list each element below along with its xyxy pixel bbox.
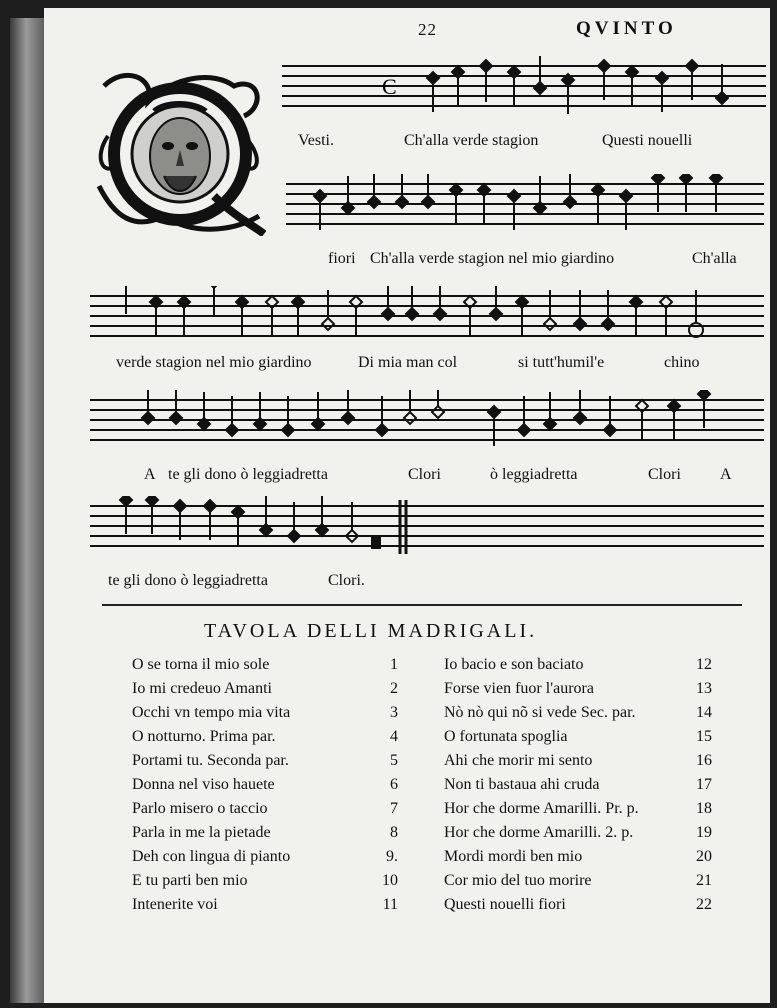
staff-4-notation: [90, 390, 764, 450]
music-staff-1: [282, 56, 766, 116]
toc-entry-title: Forse vien fuor l'aurora: [444, 680, 594, 697]
page-number: 22: [418, 20, 437, 39]
toc-entry-title: Non ti bastaua ahi cruda: [444, 776, 600, 793]
book-binding: [10, 18, 46, 1003]
table-of-contents-title: TAVOLA DELLI MADRIGALI.: [204, 620, 538, 642]
svg-text:C: C: [382, 74, 397, 99]
staff-3-notation: [90, 286, 764, 346]
toc-entry-number: 12: [696, 656, 712, 673]
toc-entry-title: Donna nel viso hauete: [132, 776, 275, 793]
toc-entry-number: 18: [696, 800, 712, 817]
toc-entry-number: 11: [382, 896, 398, 913]
staff-2-notation: [286, 174, 764, 234]
toc-entry-number: 21: [696, 872, 712, 889]
toc-entry-number: 22: [696, 896, 712, 913]
toc-entry-number: 16: [696, 752, 712, 769]
toc-entry-number: 7: [390, 800, 398, 817]
lyric-line: Ch'alla verde stagion nel mio giardino: [370, 250, 615, 267]
toc-entry-number: 10: [382, 872, 398, 889]
lyric-line: si tutt'humil'e: [518, 354, 605, 371]
lyric-line: chino: [664, 354, 700, 371]
toc-entry-number: 5: [390, 752, 398, 769]
lyric-line: Di mia man col: [358, 354, 458, 371]
toc-entry-title: O fortunata spoglia: [444, 728, 568, 745]
lyric-line: Clori: [408, 466, 441, 483]
toc-entry-title: Parlo misero o taccio: [132, 800, 268, 817]
toc-entry-title: Parla in me la pietade: [132, 824, 271, 841]
lyric-line: fiori: [328, 250, 356, 267]
toc-entry-title: Nò nò qui nõ si vede Sec. par.: [444, 704, 636, 721]
toc-entry-number: 19: [696, 824, 712, 841]
lyric-line: Ch'alla verde stagion: [404, 132, 539, 149]
toc-entry-number: 6: [390, 776, 398, 793]
music-staff-5: [90, 496, 764, 556]
music-staff-3: [90, 286, 764, 346]
toc-entry-title: Deh con lingua di pianto: [132, 848, 291, 865]
toc-entry-title: O notturno. Prima par.: [132, 728, 276, 745]
lyric-line: Ch'alla: [692, 250, 737, 267]
toc-entry-title: O se torna il mio sole: [132, 656, 270, 673]
toc-entry-title: Ahi che morir mi sento: [444, 752, 593, 769]
staff-1-notation: [282, 56, 766, 116]
toc-entry-number: 15: [696, 728, 712, 745]
toc-entry-title: Hor che dorme Amarilli. 2. p.: [444, 824, 634, 841]
lyric-line: Vesti.: [298, 132, 334, 149]
toc-entry-number: 2: [390, 680, 398, 697]
toc-entry-number: 9.: [386, 848, 398, 865]
toc-entry-number: 13: [696, 680, 712, 697]
lyric-line: A: [720, 466, 732, 483]
toc-entry-number: 14: [696, 704, 712, 721]
toc-entry-number: 1: [390, 656, 398, 673]
part-name: QVINTO: [576, 18, 677, 39]
toc-entry-number: 17: [696, 776, 712, 793]
toc-entry-title: Intenerite voi: [132, 896, 218, 913]
section-divider: [102, 604, 742, 606]
book-page: [44, 8, 770, 1003]
toc-entry-title: E tu parti ben mio: [132, 872, 248, 889]
toc-entry-number: 3: [390, 704, 398, 721]
lyric-line: te gli dono ò leggiadretta: [108, 572, 268, 589]
toc-entry-title: Io mi credeuo Amanti: [132, 680, 272, 697]
toc-entry-title: Questi nouelli fiori: [444, 896, 566, 913]
toc-entry-title: Portami tu. Seconda par.: [132, 752, 289, 769]
toc-entry-title: Hor che dorme Amarilli. Pr. p.: [444, 800, 639, 817]
decorated-initial: [94, 66, 266, 236]
toc-entry-title: Cor mio del tuo morire: [444, 872, 592, 889]
lyric-line: te gli dono ò leggiadretta: [168, 466, 328, 483]
lyric-line: verde stagion nel mio giardino: [116, 354, 312, 371]
toc-entry-title: Occhi vn tempo mia vita: [132, 704, 291, 721]
toc-entry-title: Mordi mordi ben mio: [444, 848, 583, 865]
lyric-line: A: [144, 466, 156, 483]
toc-entry-number: 4: [390, 728, 398, 745]
lyric-line: ò leggiadretta: [490, 466, 578, 483]
lyric-line: Clori: [648, 466, 681, 483]
lyric-line: Clori.: [328, 572, 365, 589]
toc-entry-number: 20: [696, 848, 712, 865]
decorated-initial-drawing: [94, 66, 266, 236]
lyric-line: Questi nouelli: [602, 132, 693, 149]
toc-entry-title: Io bacio e son baciato: [444, 656, 584, 673]
music-staff-2: [286, 174, 764, 234]
staff-5-notation: [90, 496, 764, 556]
toc-entry-number: 8: [390, 824, 398, 841]
music-staff-4: [90, 390, 764, 450]
